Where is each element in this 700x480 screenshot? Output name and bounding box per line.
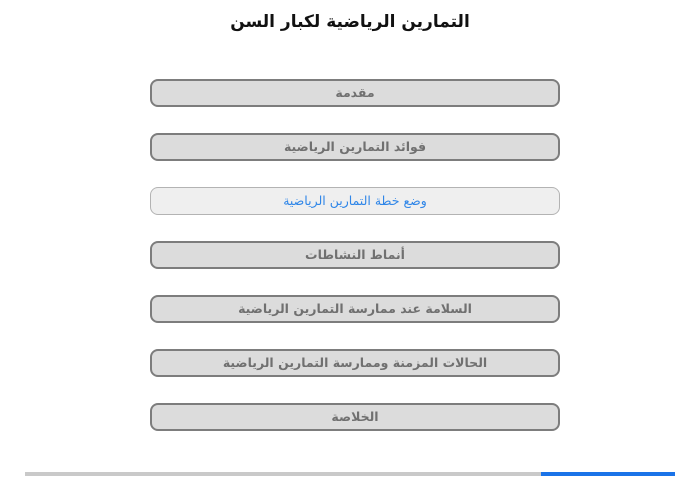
menu-item-exercise-benefits[interactable]: فوائد التمارين الرياضية (150, 133, 560, 161)
menu-item-exercise-plan[interactable]: وضع خطة التمارين الرياضية (150, 187, 560, 215)
progress-bar (25, 472, 675, 476)
progress-bar-fill (541, 472, 675, 476)
chapter-menu (150, 79, 560, 457)
menu-item-introduction[interactable]: مقدمة (150, 79, 560, 107)
menu-item-exercise-safety[interactable]: السلامة عند ممارسة التمارين الرياضية (150, 295, 560, 323)
menu-item-chronic-conditions[interactable]: الحالات المزمنة وممارسة التمارين الرياضية (150, 349, 560, 377)
page-title: التمارين الرياضية لكبار السن (230, 12, 470, 32)
menu-item-activity-types[interactable]: أنماط النشاطات (150, 241, 560, 269)
menu-item-summary[interactable]: الخلاصة (150, 403, 560, 431)
